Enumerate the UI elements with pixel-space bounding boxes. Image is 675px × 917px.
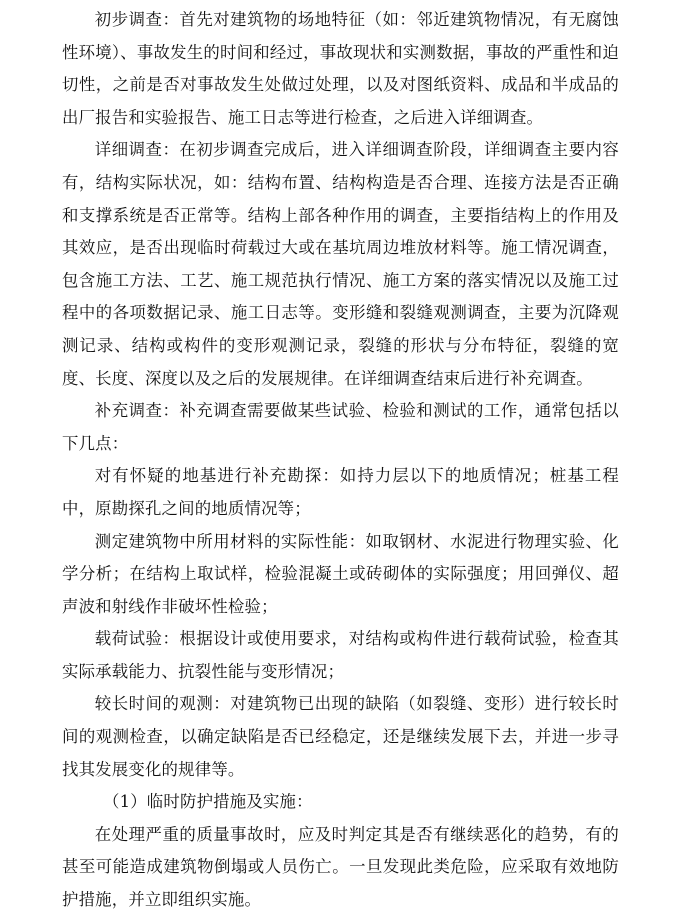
paragraph-temporary-protection: 在处理严重的质量事故时，应及时判定其是否有继续恶化的趋势，有的甚至可能造成建筑物倒塌或人员伤亡。一旦发现此类危险，应采取有效地防护措施，并立即组织实施。 — [62, 824, 619, 910]
section-heading-temporary-protection: （1）临时防护措施及实施： — [103, 792, 313, 812]
paragraph-load-test: 载荷试验：根据设计或使用要求，对结构或构件进行载荷试验，检查其实际承载能力、抗裂性能与变形情况； — [62, 629, 619, 681]
paragraph-supplementary-investigation: 补充调查：补充调查需要做某些试验、检验和测试的工作，通常包括以下几点： — [62, 401, 619, 453]
paragraph-detailed-investigation: 详细调查：在初步调查完成后，进入详细调查阶段，详细调查主要内容有，结构实际状况，如：结构布置、结构构造是否合理、连接方法是否正确和支撑系统是否正常等。结构上部各种作用的调查，主要指结构上的作用及其效应，是否出现临时荷载过大或在基坑周边堆放材料等。施工情况调查，包含施工方法、工艺、施工规范执行情况、施工方案的落实情况以及施工过程中的各项数据记录、施工日志等。变形缝和裂缝观测调查，主要为沉降观测记录、结构或构件的变形观测记录，裂缝的形状与分布特征，裂缝的宽度、长度、深度以及之后的发展规律。在详细调查结束后进行补充调查。 — [62, 140, 619, 388]
paragraph-material-testing: 测定建筑物中所用材料的实际性能：如取钢材、水泥进行物理实验、化学分析；在结构上取试样，检验混凝土或砖砌体的实际强度；用回弹仪、超声波和射线作非破坏性检验； — [62, 531, 619, 616]
paragraph-foundation-survey: 对有怀疑的地基进行补充勘探：如持力层以下的地质情况；桩基工程中，原勘探孔之间的地质情况等； — [62, 466, 619, 518]
paragraph-long-term-observation: 较长时间的观测：对建筑物已出现的缺陷（如裂缝、变形）进行较长时间的观测检查，以确定缺陷是否已经稳定，还是继续发展下去，并进一步寻找其发展变化的规律等。 — [62, 694, 619, 779]
paragraph-preliminary-investigation: 初步调查：首先对建筑物的场地特征（如：邻近建筑物情况，有无腐蚀性环境）、事故发生的时间和经过，事故现状和实测数据，事故的严重性和迫切性，之前是否对事故发生处做过处理，以及对图纸资料、成品和半成品的出厂报告和实验报告、施工日志等进行检查，之后进入详细调查。 — [62, 10, 619, 127]
